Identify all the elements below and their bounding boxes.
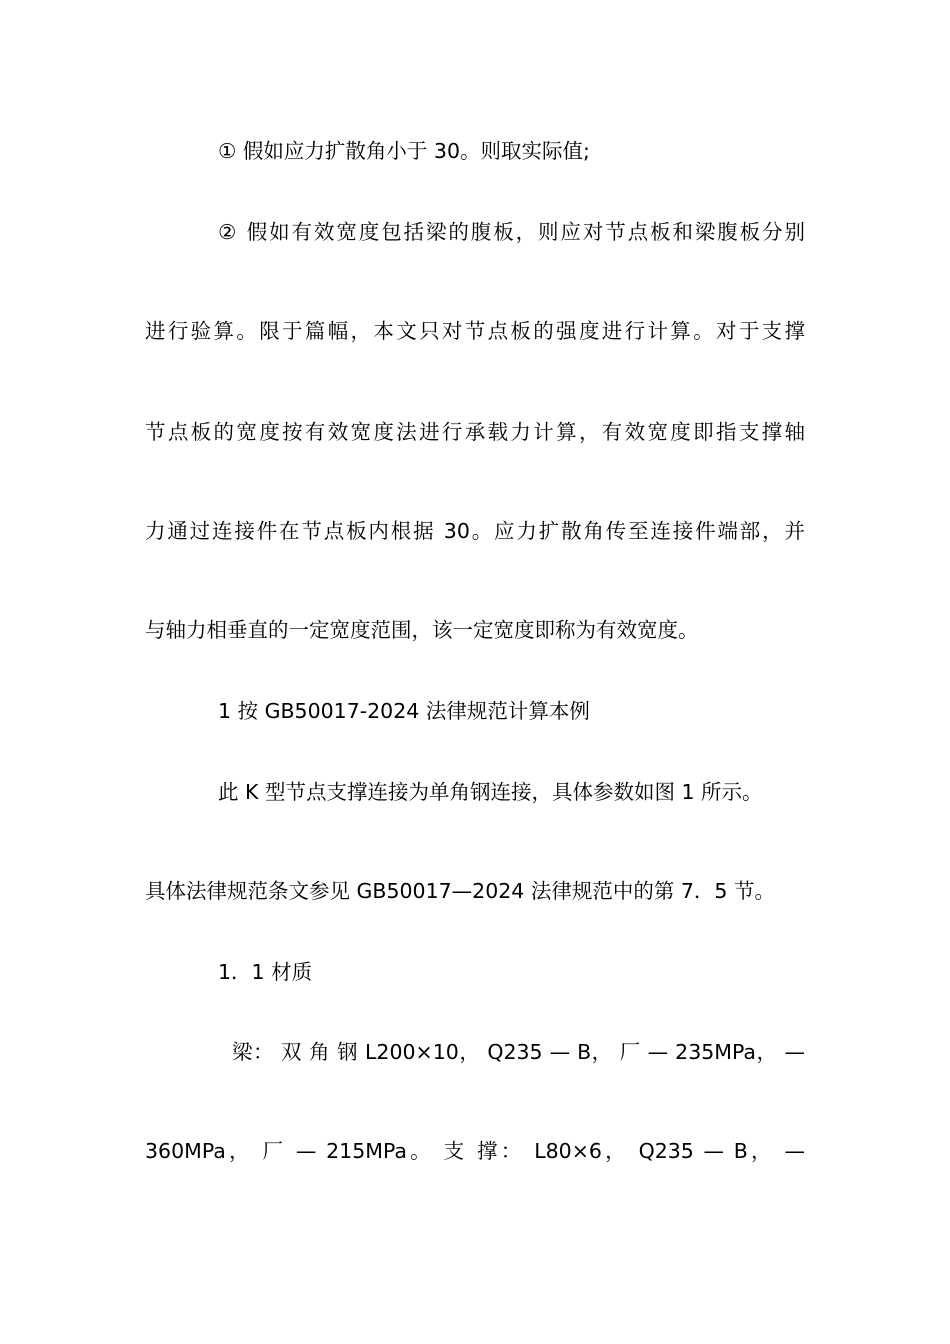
paragraph-line-1: ① 假如应力扩散角小于 30。则取实际值; <box>218 139 590 163</box>
subsection-heading: 1．1 材质 <box>218 960 313 984</box>
paragraph-line-3: 进行验算。限于篇幅，本文只对节点板的强度进行计算。对于支撑 <box>145 319 805 343</box>
paragraph-line-7: 此 K 型节点支撑连接为单角钢连接，具体参数如图 1 所示。 <box>218 780 763 804</box>
paragraph-line-10: 360MPa， 厂 — 215MPa。 支 撑： L80×6， Q235 — B， — <box>145 1139 805 1163</box>
paragraph-line-2: ② 假如有效宽度包括梁的腹板，则应对节点板和梁腹板分别 <box>218 220 805 244</box>
paragraph-line-6: 与轴力相垂直的一定宽度范围，该一定宽度即称为有效宽度。 <box>145 618 699 642</box>
paragraph-line-5: 力通过连接件在节点板内根据 30。应力扩散角传至连接件端部，并 <box>145 519 805 543</box>
section-heading: 1 按 GB50017-2024 法律规范计算本例 <box>218 699 590 723</box>
paragraph-line-9: 梁： 双 角 钢 L200×10， Q235 — B， 厂 — 235MPa， — <box>232 1040 805 1064</box>
paragraph-line-8: 具体法律规范条文参见 GB50017—2024 法律规范中的第 7．5 节。 <box>145 879 775 903</box>
paragraph-line-4: 节点板的宽度按有效宽度法进行承载力计算，有效宽度即指支撑轴 <box>145 420 805 444</box>
